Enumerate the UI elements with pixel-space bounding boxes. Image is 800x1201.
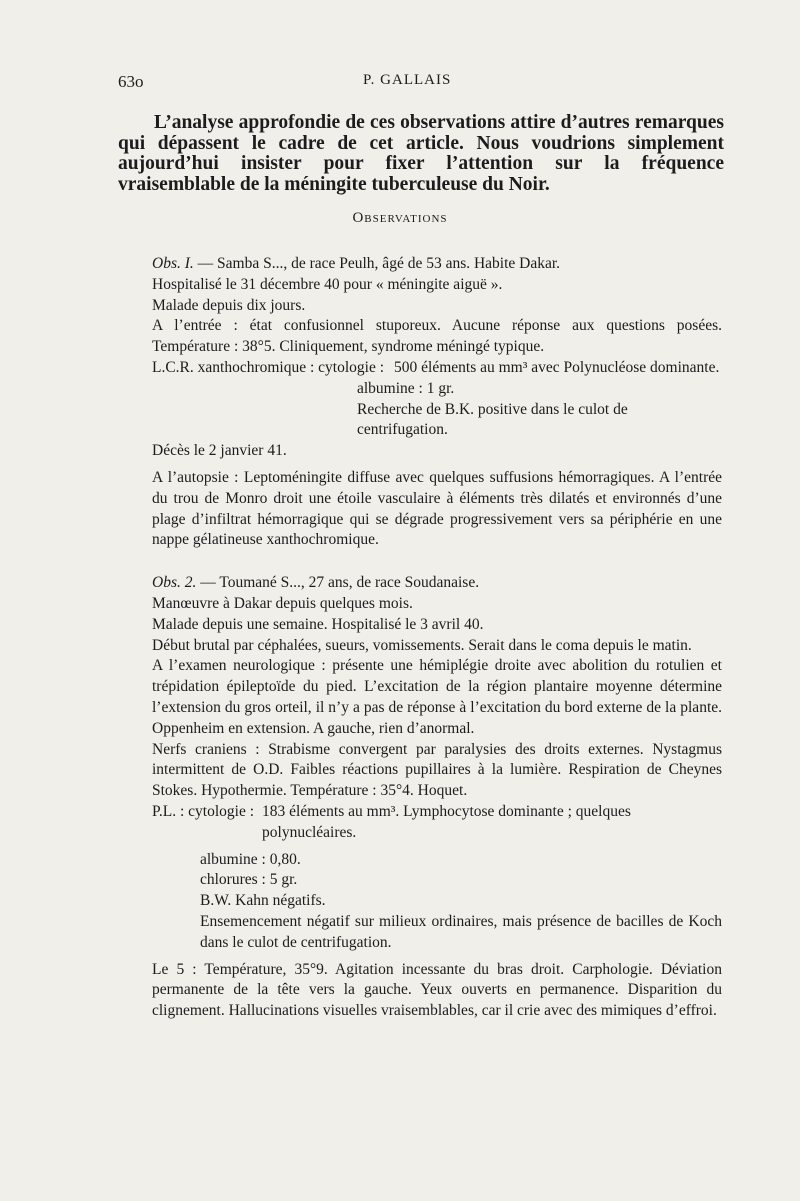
obs1-line1: Obs. I. — Samba S..., de race Peulh, âgé de 53 ans. Habite Dakar. [152,255,561,272]
section-title: Observations [352,210,448,226]
obs2-label: Obs. 2. [152,574,197,592]
obs1-autopsie: A l’autopsie : Leptoméningite diffuse avec quelques suffusions hémorragiques. A l’entrée du trou de Monro droit une étoile vasculaire à éléments très dilatés et environnés d’une plage d’infiltrat hémorragique qui se dégrade progressivement vers sa périphérie en une nappe gélatineuse xanthochromique. [152,468,722,549]
observations-body [152,254,722,1022]
obs2-line1: Obs. 2. — Toumané S..., 27 ans, de race Soudanaise. [152,574,480,592]
page-number: 63o [118,72,144,91]
obs2-line3: Malade depuis une semaine. Hospitalisé le 3 avril 40. [152,615,484,633]
obs2-pl-chlorures: chlorures : 5 gr. [200,871,298,889]
obs2-pl-cyto: 183 éléments au mm³. Lymphocytose dominante ; quelques polynucléaires. [262,802,631,841]
obs1-label: Obs. I. [152,255,194,272]
obs2-pl-label: P.L. : cytologie : [152,802,255,820]
obs1-lcr-row [152,358,722,379]
obs2-pl-row [152,802,722,844]
obs2-debut: Début brutal par céphalées, sueurs, vomissements. Serait dans le coma depuis le matin. [152,636,692,654]
obs1-line2: Hospitalisé le 31 décembre 40 pour « méningite aiguë ». [152,275,503,293]
obs1-line3: Malade depuis dix jours. [152,296,306,314]
obs1-deces: Décès le 2 janvier 41. [152,442,287,460]
obs1-lcr-albumine: albumine : 1 gr. [357,379,455,397]
obs2-line2: Manœuvre à Dakar depuis quelques mois. [152,594,413,612]
obs2-examen: A l’examen neurologique : présente une hémiplégie droite avec abolition du rotulien et trépidation épileptoïde du pied. L’excitation de la région plantaire moyenne détermine l’extension du gros orteil, il n’y a pas de réponse à l’excitation du bord externe de la plante. Oppenheim en extension. A gauche, rien d’anormal. [152,657,722,737]
obs1-lcr-bk: Recherche de B.K. positive dans le culot de centrifugation. [357,400,628,439]
running-author: P. GALLAIS [363,72,452,88]
obs2-pl-bw: B.W. Kahn négatifs. [200,892,326,910]
obs2-pl-albumine: albumine : 0,80. [200,850,301,868]
obs2-nerfs: Nerfs craniens : Strabisme convergent par paralysies des droits externes. Nystagmus intermittent de O.D. Faibles réactions pupillaires à la lumière. Respiration de Cheynes Stokes. Hypothermie. Température : 35°4. Hoquet. [152,740,722,800]
obs1-entree: A l’entrée : état confusionnel stuporeux. Aucune réponse aux questions posées. Température : 38°5. Cliniquement, syndrome méningé typique. [152,317,722,356]
obs2-pl-ensemencement: Ensemencement négatif sur milieux ordinaires, mais présence de bacilles de Koch dans le culot de centrifugation. [200,912,722,951]
obs2-le5: Le 5 : Température, 35°9. Agitation incessante du bras droit. Carphologie. Déviation permanente de la tête vers la gauche. Yeux ouverts en permanence. Disparition du clignement. Hallucinations visuelles vraisemblables, car il crie avec des mimiques d’effroi. [152,960,722,1020]
obs1-lcr-cyto: 500 éléments au mm³ avec Polynucléose dominante. [394,358,720,376]
intro-paragraph: L’analyse approfondie de ces observations attire d’autres remarques qui dépassent le cadre de cet article. Nous voudrions simplement aujourd’hui insister pour fixer l’attention sur la fréquence vraisemblable de la méningite tuberculeuse du Noir. [118,112,724,195]
obs1-lcr-label: L.C.R. xanthochromique : cytologie : [152,358,385,376]
